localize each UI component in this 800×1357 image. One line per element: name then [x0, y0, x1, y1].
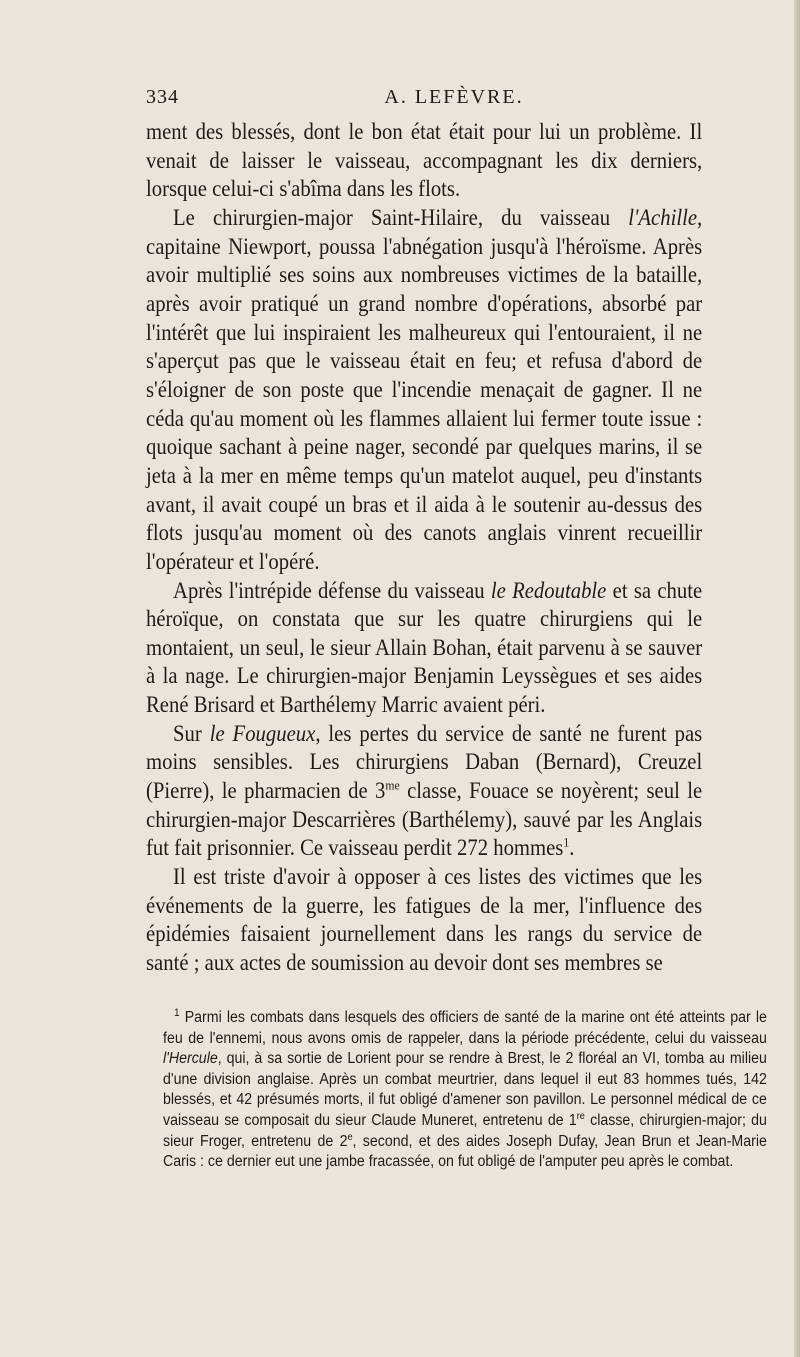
paragraph-5: Il est triste d'avoir à opposer à ces listes des victimes que les événements de la guerre, les fatigues de la mer, l'influence des épidémies faisaient journellement dans les rangs du service de santé ; aux actes de soumission au devoir dont ses membres se [146, 864, 703, 976]
page-number: 334 [146, 86, 179, 108]
ship-name: l'Hercule [163, 1050, 218, 1068]
paragraph-1: ment des blessés, dont le bon état était pour lui un problème. Il venait de laisser le vaisseau, accompagnant les dix derniers, lorsque celui-ci s'abîma dans les flots. [146, 119, 703, 202]
page-header [146, 86, 762, 116]
running-head: A. LEFÈVRE. [384, 86, 524, 108]
body-text [146, 118, 702, 978]
ship-name: le Fougueux [209, 720, 316, 746]
ship-name: le Redoutable [490, 577, 607, 603]
footnote-mark: 1 [173, 1006, 180, 1019]
paragraph-3: Après l'intrépide défense du vaisseau le Redoutable et sa chute héroïque, on constata que sur les quatre chirurgiens qui le montaient, un seul, le sieur Allain Bohan, était parvenu à se sauver à la nage. Le chirurgien-major Benjamin Leyssègues et ses aides René Brisard et Barthélemy Marric avaient péri. [146, 577, 703, 718]
page-edge [794, 0, 800, 1357]
paragraph-4: Sur le Fougueux, les pertes du service de santé ne furent pas moins sensibles. Les chirurgiens Daban (Bernard), Creuzel (Pierre), le pharmacien de $3^{me}$ classe, Fouace se noyèrent; seul le chirurgien-major Descarrières (Barthélemy), sauvé par les Anglais fut fait prisonnier. Ce vaisseau perdit 272 hommes$^1$. [146, 720, 703, 861]
ship-name: l'Achille [628, 204, 698, 230]
paragraph-2: Le chirurgien-major Saint-Hilaire, du vaisseau l'Achille, capitaine Niewport, poussa l'abnégation jusqu'à l'héroïsme. Après avoir multiplié ses soins aux nombreuses victimes de la bataille, après avoir pratiqué un grand nombre d'opérations, absorbé par l'intérêt que lui inspiraient les malheureux qui l'entouraient, il ne s'aperçut pas que le vaisseau était en feu; et refusa d'abord de s'éloigner de son poste que l'incendie menaçait de gagner. Il ne céda qu'au moment où les flammes allaient lui fermer toute issue : quoique sachant à peine nager, secondé par quelques marins, il se jeta à la mer en même temps qu'un matelot auquel, peu d'instants avant, il avait coupé un bras et il aida à le soutenir au-dessus des flots jusqu'au moment où des canots anglais vinrent recueillir l'opérateur et l'opéré. [146, 204, 703, 574]
footnote-reference: 1 [563, 834, 570, 850]
footnote: $^1$ Parmi les combats dans lesquels des officiers de santé de la marine ont été atteints par le feu de l'ennemi, nous avons omis de rappeler, dans la période précédente, celui du vaisseau l'Hercule, qui, à sa sortie de Lorient pour se rendre à Brest, le 2 floréal an VI, tomba au milieu d'une division anglaise. Après un combat meurtrier, dans lequel il eut 83 hommes tués, 142 blessés, et 42 présumés morts, il fut obligé d'amener son pavillon. Le personnel médical de ce vaisseau se composait du sieur Claude Muneret, entretenu de 1re classe, chirurgien-major; du sieur Froger, entretenu de 2e, second, et des aides Joseph Dufay, Jean Brun et Jean-Marie Caris : ce dernier eut une jambe fracassée, on fut obligé de l'amputer peu après le combat. [163, 1006, 767, 1171]
